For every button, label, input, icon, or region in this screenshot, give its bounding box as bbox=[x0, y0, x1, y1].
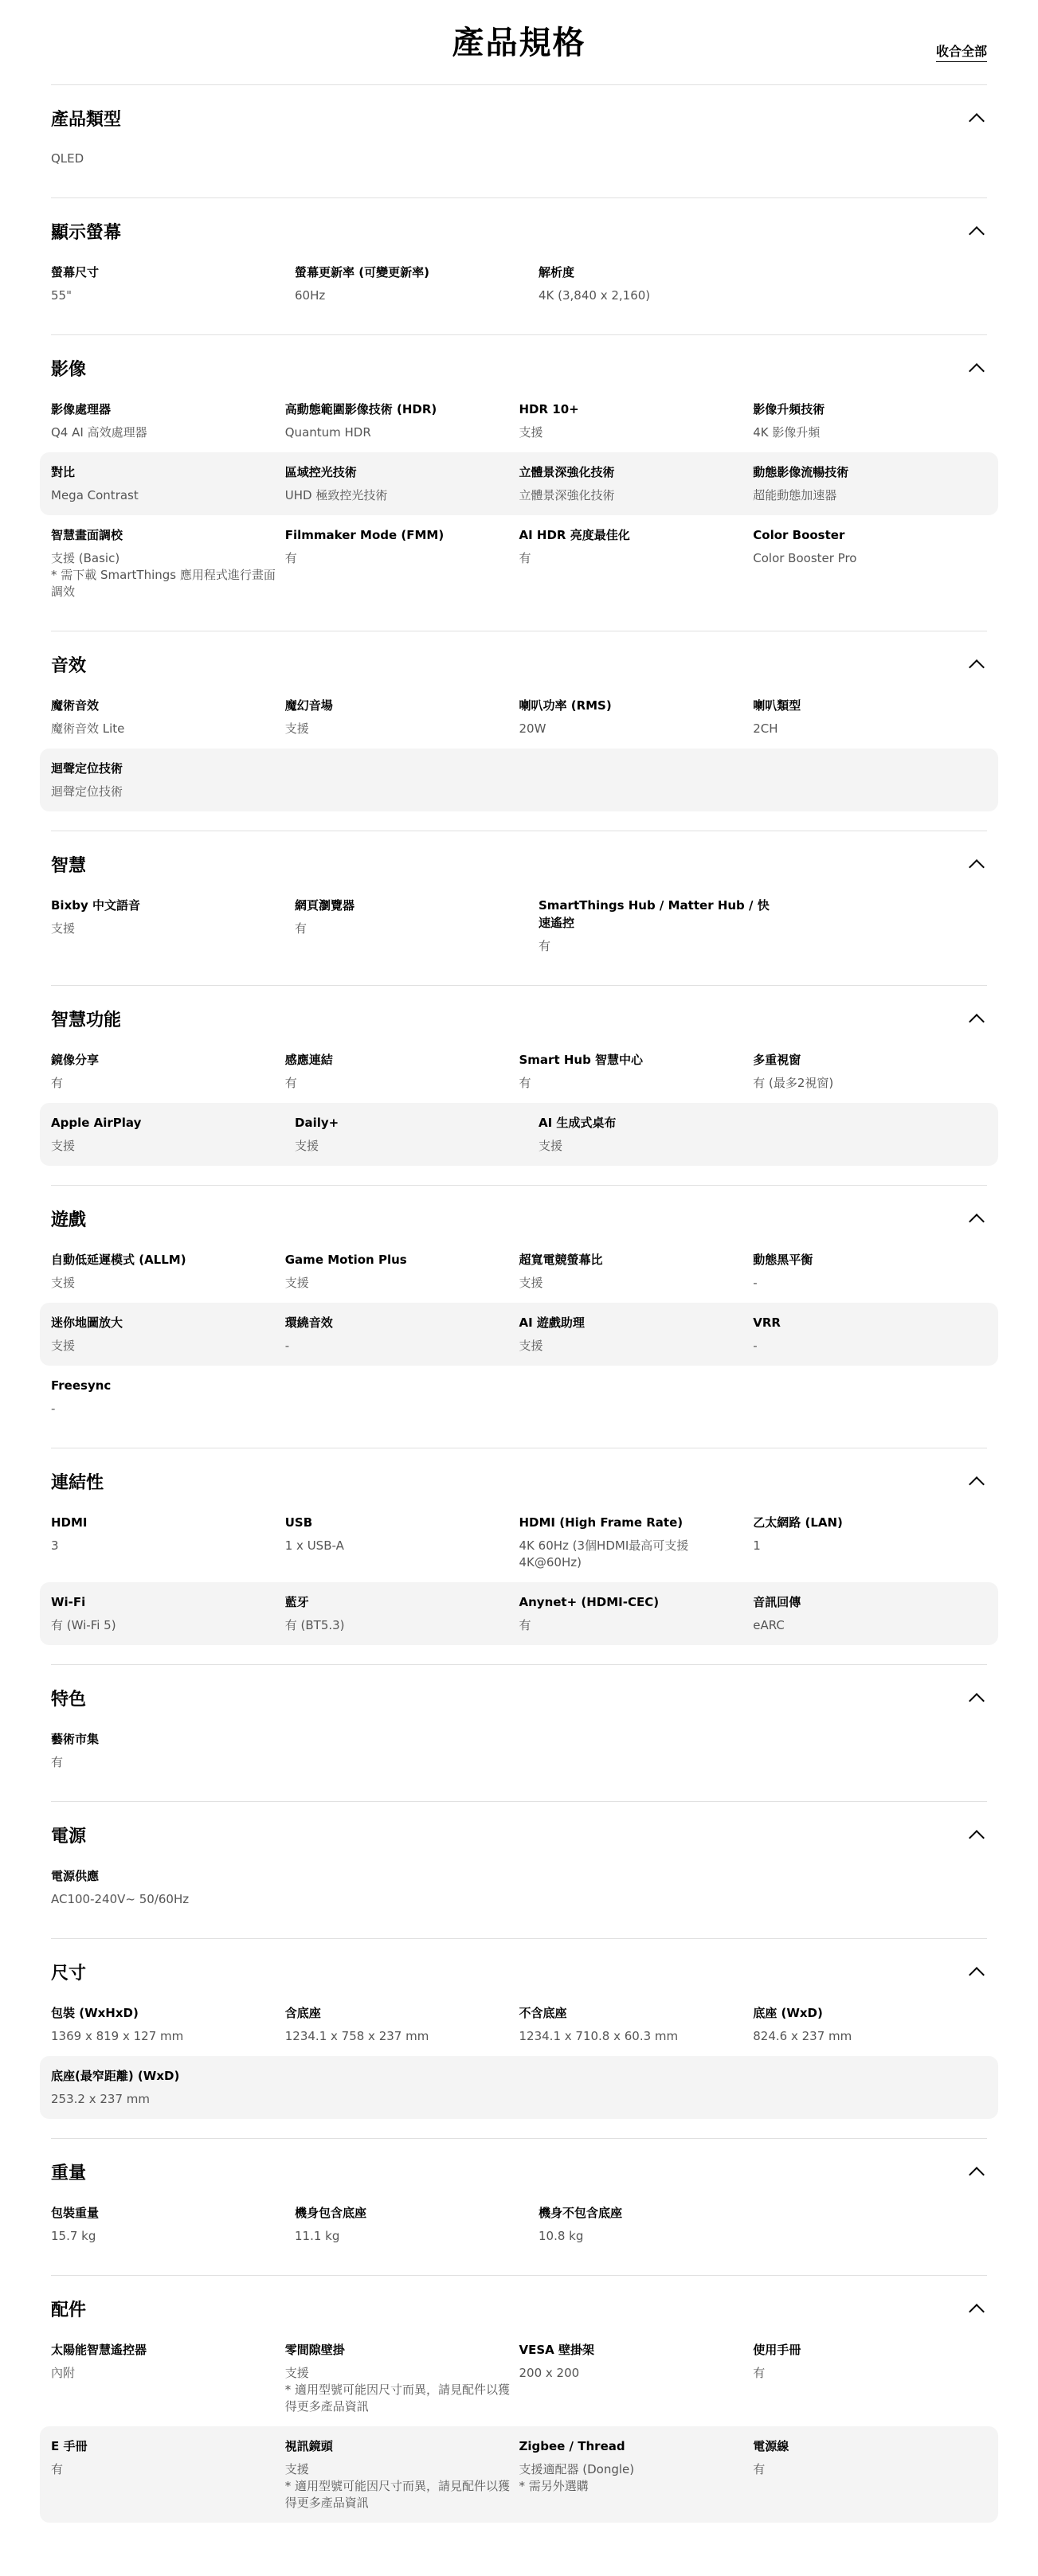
spec-item bbox=[295, 2204, 539, 2245]
spec-row bbox=[40, 452, 998, 515]
spec-item bbox=[295, 897, 539, 955]
spec-value: 支援 bbox=[51, 1276, 76, 1290]
spec-value: 迴聲定位技術 bbox=[51, 784, 123, 799]
section-body bbox=[40, 1993, 998, 2138]
spec-label: 螢幕更新率 (可變更新率) bbox=[295, 265, 429, 279]
section-header[interactable] bbox=[51, 831, 987, 885]
section-title: 智慧功能 bbox=[51, 1010, 122, 1030]
page-header bbox=[0, 0, 1038, 84]
spec-section bbox=[40, 198, 998, 334]
spec-label: 包裝 (WxHxD) bbox=[51, 2006, 139, 2020]
spec-row bbox=[40, 515, 998, 612]
spec-item bbox=[753, 2004, 987, 2045]
spec-section bbox=[40, 1665, 998, 1801]
spec-section bbox=[40, 85, 998, 197]
spec-label: USB bbox=[284, 1515, 313, 1530]
spec-item bbox=[285, 401, 519, 441]
section-body bbox=[40, 1040, 998, 1185]
spec-label: 包裝重量 bbox=[51, 2206, 100, 2220]
spec-item bbox=[51, 150, 295, 167]
spec-item bbox=[519, 2437, 754, 2512]
section-header[interactable] bbox=[51, 2276, 987, 2330]
spec-item bbox=[519, 463, 754, 504]
spec-row bbox=[40, 252, 998, 315]
spec-label: 喇叭類型 bbox=[753, 698, 801, 713]
spec-value: 4K (3,840 x 2,160) bbox=[539, 288, 651, 303]
spec-value: 支援 bbox=[519, 1339, 543, 1353]
spec-value: 支援 bbox=[519, 425, 543, 440]
spec-label: 超寬電競螢幕比 bbox=[519, 1253, 603, 1267]
spec-item bbox=[285, 697, 519, 737]
spec-value: 內附 bbox=[51, 2366, 76, 2380]
spec-value: 有 bbox=[295, 921, 307, 936]
spec-value: 支援 * 適用型號可能因尺寸而異，請見配件以獲得更多產品資訊 bbox=[284, 2366, 511, 2414]
section-body bbox=[40, 686, 998, 831]
spec-value: 3 bbox=[51, 1538, 59, 1553]
spec-row bbox=[40, 1103, 998, 1166]
spec-label: 動態影像流暢技術 bbox=[753, 465, 849, 479]
spec-value: 有 bbox=[51, 2462, 64, 2476]
spec-item bbox=[51, 2204, 295, 2245]
spec-item bbox=[753, 2341, 987, 2415]
section-header[interactable] bbox=[51, 986, 987, 1040]
spec-value: AC100-240V~ 50/60Hz bbox=[51, 1892, 190, 1906]
spec-label: 視訊鏡頭 bbox=[284, 2439, 333, 2453]
spec-item bbox=[519, 1251, 754, 1292]
spec-item bbox=[753, 463, 987, 504]
spec-label: 高動態範圍影像技術 (HDR) bbox=[284, 402, 437, 416]
spec-label: 喇叭功率 (RMS) bbox=[519, 698, 612, 713]
spec-value: 支援 bbox=[519, 1276, 543, 1290]
spec-label: 零間隙壁掛 bbox=[284, 2343, 345, 2357]
spec-item bbox=[753, 401, 987, 441]
spec-value: 支援適配器 (Dongle) * 需另外選購 bbox=[519, 2462, 635, 2493]
section-title: 重量 bbox=[51, 2164, 87, 2183]
spec-item bbox=[51, 697, 285, 737]
section-header[interactable] bbox=[51, 198, 987, 252]
spec-value: 11.1 kg bbox=[295, 2229, 340, 2243]
spec-value: 1369 x 819 x 127 mm bbox=[51, 2029, 184, 2043]
spec-value: Mega Contrast bbox=[51, 488, 139, 502]
spec-row bbox=[40, 2193, 998, 2256]
section-title: 音效 bbox=[51, 656, 87, 676]
spec-label: AI 遊戲助理 bbox=[519, 1315, 585, 1330]
section-body bbox=[40, 389, 998, 631]
spec-value: - bbox=[753, 1276, 758, 1290]
spec-item bbox=[51, 897, 295, 955]
spec-row bbox=[40, 1366, 998, 1429]
spec-item bbox=[539, 264, 782, 304]
spec-item bbox=[519, 1514, 754, 1571]
spec-item bbox=[519, 697, 754, 737]
spec-item bbox=[519, 1593, 754, 1634]
spec-item bbox=[51, 1593, 285, 1634]
spec-row bbox=[40, 686, 998, 749]
spec-item bbox=[753, 1514, 987, 1571]
spec-label: 影像處理器 bbox=[51, 402, 112, 416]
spec-item bbox=[51, 1514, 285, 1571]
spec-item bbox=[51, 2004, 285, 2045]
spec-section bbox=[40, 1186, 998, 1448]
spec-label: Smart Hub 智慧中心 bbox=[519, 1053, 644, 1067]
spec-value: 支援 bbox=[51, 1339, 76, 1353]
spec-value: 20W bbox=[519, 721, 546, 736]
section-header[interactable] bbox=[51, 335, 987, 389]
spec-value: 有 bbox=[519, 551, 531, 565]
spec-value: 有 bbox=[51, 1076, 64, 1090]
spec-row bbox=[40, 2330, 998, 2426]
spec-value: 2CH bbox=[753, 721, 778, 736]
section-body bbox=[40, 252, 998, 334]
section-header[interactable] bbox=[51, 85, 987, 139]
spec-label: Color Booster bbox=[753, 528, 845, 542]
section-body bbox=[40, 1240, 998, 1448]
spec-section bbox=[40, 631, 998, 831]
spec-item bbox=[285, 1514, 519, 1571]
spec-value: 有 bbox=[539, 939, 551, 953]
spec-item bbox=[51, 1114, 295, 1155]
spec-label: 智慧畫面調校 bbox=[51, 528, 123, 542]
spec-value: 有 bbox=[753, 2366, 766, 2380]
spec-item bbox=[51, 1051, 285, 1092]
section-body bbox=[40, 139, 998, 197]
spec-section bbox=[40, 1939, 998, 2138]
section-title: 尺寸 bbox=[51, 1964, 87, 1984]
spec-value: Q4 AI 高效處理器 bbox=[51, 425, 147, 440]
spec-value: 4K 60Hz (3個HDMI最高可支援4K@60Hz) bbox=[519, 1538, 689, 1569]
spec-item bbox=[51, 2437, 285, 2512]
spec-row bbox=[40, 1303, 998, 1366]
spec-row bbox=[40, 1240, 998, 1303]
spec-label: 使用手冊 bbox=[753, 2343, 801, 2357]
spec-value: 支援 bbox=[295, 1139, 319, 1153]
spec-value: eARC bbox=[753, 1618, 785, 1632]
section-title: 顯示螢幕 bbox=[51, 223, 122, 243]
spec-item bbox=[753, 1051, 987, 1092]
spec-value: - bbox=[51, 1401, 56, 1416]
spec-value: 15.7 kg bbox=[51, 2229, 96, 2243]
spec-item bbox=[753, 1251, 987, 1292]
spec-label: Zigbee / Thread bbox=[519, 2439, 625, 2453]
spec-value: - bbox=[284, 1339, 290, 1353]
spec-item bbox=[285, 1593, 519, 1634]
section-body bbox=[40, 1503, 998, 1664]
spec-value: 200 x 200 bbox=[519, 2366, 580, 2380]
spec-label: 立體景深強化技術 bbox=[519, 465, 615, 479]
spec-item bbox=[285, 526, 519, 600]
spec-label: VESA 壁掛架 bbox=[519, 2343, 594, 2357]
spec-item bbox=[753, 697, 987, 737]
section-header[interactable] bbox=[51, 1802, 987, 1856]
spec-value: 10.8 kg bbox=[539, 2229, 584, 2243]
section-header[interactable] bbox=[51, 1939, 987, 1993]
spec-item bbox=[753, 2437, 987, 2512]
spec-item bbox=[51, 2341, 285, 2415]
spec-item bbox=[51, 1730, 295, 1771]
spec-item bbox=[753, 526, 987, 600]
spec-label: 解析度 bbox=[539, 265, 575, 279]
spec-row bbox=[40, 1719, 998, 1782]
spec-value: 有 bbox=[519, 1076, 531, 1090]
spec-label: Bixby 中文語音 bbox=[51, 898, 140, 913]
spec-item bbox=[51, 1867, 295, 1908]
spec-value: 有 bbox=[284, 1076, 297, 1090]
spec-item bbox=[519, 1051, 754, 1092]
spec-section bbox=[40, 2276, 998, 2542]
spec-value: 支援 bbox=[51, 921, 76, 936]
section-header[interactable] bbox=[51, 1186, 987, 1240]
spec-value: 支援 (Basic) * 需下載 SmartThings 應用程式進行畫面調效 bbox=[51, 551, 276, 599]
spec-section bbox=[40, 1802, 998, 1938]
spec-item bbox=[539, 2204, 782, 2245]
spec-label: 魔幻音場 bbox=[284, 698, 333, 713]
spec-label: 動態黑平衡 bbox=[753, 1253, 813, 1267]
spec-value: 有 (BT5.3) bbox=[284, 1618, 345, 1632]
section-body bbox=[40, 1856, 998, 1938]
spec-item bbox=[285, 1314, 519, 1354]
spec-label: VRR bbox=[753, 1315, 781, 1330]
spec-item bbox=[51, 760, 295, 800]
spec-label: HDMI bbox=[51, 1515, 88, 1530]
spec-value: 支援 * 適用型號可能因尺寸而異，請見配件以獲得更多產品資訊 bbox=[284, 2462, 511, 2510]
spec-item bbox=[519, 526, 754, 600]
spec-label: Filmmaker Mode (FMM) bbox=[284, 528, 445, 542]
spec-value: 有 bbox=[51, 1755, 64, 1769]
spec-label: HDMI (High Frame Rate) bbox=[519, 1515, 684, 1530]
spec-label: 自動低延遲模式 (ALLM) bbox=[51, 1253, 186, 1267]
spec-item bbox=[753, 1593, 987, 1634]
spec-label: SmartThings Hub / Matter Hub / 快速遙控 bbox=[539, 898, 770, 930]
section-title: 特色 bbox=[51, 1690, 87, 1710]
spec-item bbox=[295, 264, 539, 304]
spec-value: 有 bbox=[519, 1618, 531, 1632]
section-title: 電源 bbox=[51, 1827, 87, 1847]
spec-value: 魔術音效 Lite bbox=[51, 721, 125, 736]
spec-label: 多重視窗 bbox=[753, 1053, 801, 1067]
spec-label: 機身包含底座 bbox=[295, 2206, 367, 2220]
spec-label: 含底座 bbox=[284, 2006, 321, 2020]
spec-row bbox=[40, 1993, 998, 2056]
spec-section bbox=[40, 1448, 998, 1664]
spec-item bbox=[519, 2341, 754, 2415]
spec-value: 55" bbox=[51, 288, 72, 303]
spec-item bbox=[519, 401, 754, 441]
spec-label: AI 生成式桌布 bbox=[539, 1116, 617, 1130]
spec-row bbox=[40, 1856, 998, 1919]
spec-value: 立體景深強化技術 bbox=[519, 488, 615, 502]
spec-label: 迴聲定位技術 bbox=[51, 761, 123, 776]
spec-item bbox=[51, 1377, 295, 1417]
spec-label: 環繞音效 bbox=[284, 1315, 333, 1330]
spec-row bbox=[40, 2426, 998, 2523]
spec-label: 迷你地圖放大 bbox=[51, 1315, 123, 1330]
spec-item bbox=[285, 2004, 519, 2045]
spec-row bbox=[40, 885, 998, 966]
spec-item bbox=[51, 463, 285, 504]
section-title: 產品類型 bbox=[51, 110, 122, 130]
spec-label: 底座 (WxD) bbox=[753, 2006, 823, 2020]
page-title: 產品規格 bbox=[452, 25, 586, 61]
spec-label: E 手冊 bbox=[51, 2439, 88, 2453]
spec-label: 感應連結 bbox=[284, 1053, 333, 1067]
section-header[interactable] bbox=[51, 631, 987, 686]
spec-label: 乙太網路 (LAN) bbox=[753, 1515, 843, 1530]
spec-item bbox=[285, 463, 519, 504]
spec-label: 太陽能智慧遙控器 bbox=[51, 2343, 147, 2357]
collapse-all-button[interactable]: 收合全部 bbox=[936, 41, 987, 62]
spec-value: 1 x USB-A bbox=[284, 1538, 344, 1553]
spec-value: Color Booster Pro bbox=[753, 551, 857, 565]
section-title: 遊戲 bbox=[51, 1210, 87, 1230]
spec-item bbox=[539, 1114, 782, 1155]
spec-item bbox=[51, 264, 295, 304]
spec-value: 1234.1 x 710.8 x 60.3 mm bbox=[519, 2029, 679, 2043]
spec-item bbox=[519, 2004, 754, 2045]
section-body bbox=[40, 1719, 998, 1801]
spec-value: 超能動態加速器 bbox=[753, 488, 837, 502]
spec-sections bbox=[0, 84, 1038, 2542]
spec-row bbox=[40, 1040, 998, 1103]
spec-item bbox=[51, 1251, 285, 1292]
spec-item bbox=[539, 897, 782, 955]
spec-label: HDR 10+ bbox=[519, 402, 579, 416]
spec-item bbox=[295, 1114, 539, 1155]
spec-value: 支援 bbox=[284, 721, 309, 736]
spec-label: Game Motion Plus bbox=[284, 1253, 407, 1267]
spec-label: AI HDR 亮度最佳化 bbox=[519, 528, 630, 542]
spec-value: 有 bbox=[753, 2462, 766, 2476]
spec-label: 藍牙 bbox=[284, 1595, 309, 1609]
spec-item bbox=[285, 2437, 519, 2512]
spec-item bbox=[51, 526, 285, 600]
spec-row bbox=[40, 2056, 998, 2119]
spec-label: 底座(最窄距離) (WxD) bbox=[51, 2069, 180, 2083]
section-body bbox=[40, 2193, 998, 2275]
spec-value: 824.6 x 237 mm bbox=[753, 2029, 852, 2043]
spec-item bbox=[51, 1314, 285, 1354]
spec-item bbox=[753, 1314, 987, 1354]
spec-label: 機身不包含底座 bbox=[539, 2206, 623, 2220]
spec-value: 支援 bbox=[51, 1139, 76, 1153]
spec-value: 1 bbox=[753, 1538, 761, 1553]
spec-value: 有 (最多2視窗) bbox=[753, 1076, 834, 1090]
spec-label: Freesync bbox=[51, 1378, 112, 1393]
spec-section bbox=[40, 2139, 998, 2275]
spec-value: UHD 極致控光技術 bbox=[284, 488, 388, 502]
spec-item bbox=[285, 1251, 519, 1292]
spec-value: QLED bbox=[51, 151, 84, 166]
section-title: 影像 bbox=[51, 360, 87, 380]
spec-label: Apple AirPlay bbox=[51, 1116, 142, 1130]
spec-item bbox=[51, 401, 285, 441]
spec-label: 音訊回傳 bbox=[753, 1595, 801, 1609]
spec-item bbox=[519, 1314, 754, 1354]
spec-label: 電源供應 bbox=[51, 1869, 100, 1883]
spec-value: 支援 bbox=[539, 1139, 563, 1153]
spec-value: 253.2 x 237 mm bbox=[51, 2092, 150, 2106]
spec-value: - bbox=[753, 1339, 758, 1353]
spec-row bbox=[40, 139, 998, 178]
spec-label: 電源線 bbox=[753, 2439, 789, 2453]
spec-label: Anynet+ (HDMI-CEC) bbox=[519, 1595, 660, 1609]
spec-label: 不含底座 bbox=[519, 2006, 567, 2020]
spec-row bbox=[40, 389, 998, 452]
spec-label: 區域控光技術 bbox=[284, 465, 357, 479]
spec-label: 對比 bbox=[51, 465, 76, 479]
section-header[interactable] bbox=[51, 2139, 987, 2193]
spec-value: 支援 bbox=[284, 1276, 309, 1290]
spec-value: 4K 影像升頻 bbox=[753, 425, 821, 440]
spec-label: 網頁瀏覽器 bbox=[295, 898, 355, 913]
spec-row bbox=[40, 1582, 998, 1645]
spec-item bbox=[285, 1051, 519, 1092]
spec-label: 鏡像分享 bbox=[51, 1053, 100, 1067]
spec-value: Quantum HDR bbox=[284, 425, 371, 440]
section-title: 智慧 bbox=[51, 856, 87, 876]
section-body bbox=[40, 885, 998, 985]
spec-row bbox=[40, 1503, 998, 1582]
spec-value: 有 bbox=[284, 551, 297, 565]
spec-label: Daily+ bbox=[295, 1116, 339, 1130]
spec-label: 影像升頻技術 bbox=[753, 402, 825, 416]
spec-item bbox=[51, 2067, 295, 2108]
section-header[interactable] bbox=[51, 1448, 987, 1503]
spec-section bbox=[40, 986, 998, 1185]
spec-label: 藝術市集 bbox=[51, 1732, 100, 1746]
section-header[interactable] bbox=[51, 1665, 987, 1719]
spec-value: 1234.1 x 758 x 237 mm bbox=[284, 2029, 429, 2043]
spec-value: 60Hz bbox=[295, 288, 326, 303]
spec-label: 螢幕尺寸 bbox=[51, 265, 100, 279]
spec-item bbox=[285, 2341, 519, 2415]
spec-label: Wi-Fi bbox=[51, 1595, 86, 1609]
spec-section bbox=[40, 831, 998, 985]
section-title: 配件 bbox=[51, 2300, 87, 2320]
section-body bbox=[40, 2330, 998, 2542]
spec-value: 有 (Wi-Fi 5) bbox=[51, 1618, 116, 1632]
spec-row bbox=[40, 749, 998, 811]
section-title: 連結性 bbox=[51, 1473, 104, 1493]
spec-section bbox=[40, 335, 998, 631]
spec-label: 魔術音效 bbox=[51, 698, 100, 713]
